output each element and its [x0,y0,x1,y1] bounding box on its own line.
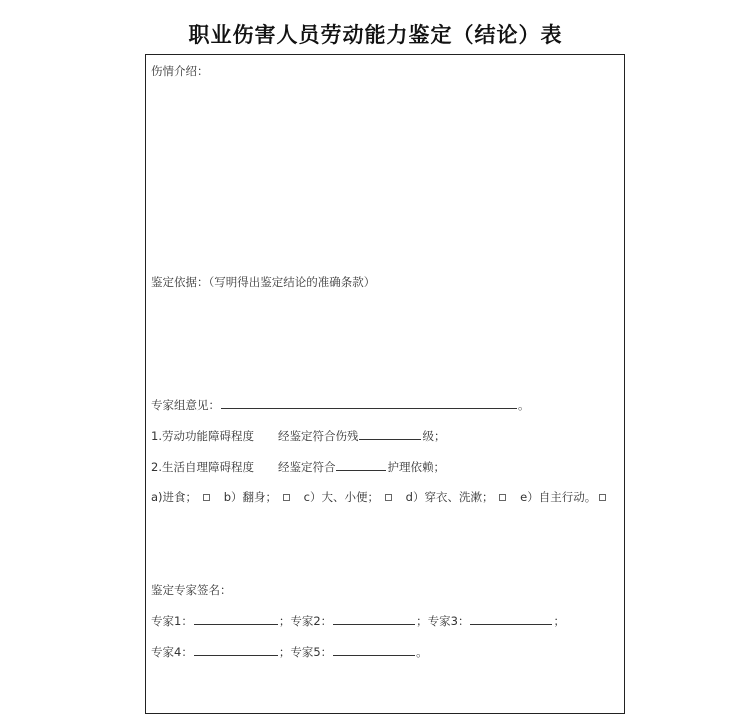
care-items-row [151,489,616,505]
opinion-blank[interactable] [221,396,517,409]
self-care-label: 2.生活自理障碍程度 [151,460,254,474]
sep-1: ； [278,614,291,628]
expert-5-label: 专家5： [290,645,333,659]
checkbox-turning[interactable] [283,494,290,501]
basis-label: 鉴定依据：（写明得出鉴定结论的准确条款） [151,275,376,289]
expert-1-blank[interactable] [194,612,278,625]
self-care-row [151,458,445,475]
signature-label: 鉴定专家签名： [151,583,232,597]
expert-4-label: 专家4： [151,645,193,659]
expert-1-label: 专家1： [151,614,193,628]
expert-3-label: 专家3： [427,614,470,628]
care-dependency-blank[interactable] [336,458,386,471]
disability-grade-blank[interactable] [359,427,421,440]
expert-3-blank[interactable] [470,612,552,625]
signature-end: 。 [416,645,428,659]
grade-suffix: 级； [422,429,446,443]
sep-2: ； [416,614,428,628]
expert-5-blank[interactable] [333,643,415,656]
opinion-end: 。 [518,398,530,412]
care-item-eating: a)进食； [151,490,198,504]
care-item-turning: b）翻身； [223,490,278,504]
sep-4: ； [278,645,291,659]
labor-function-label: 1.劳动功能障碍程度 [151,429,254,443]
checkbox-toileting[interactable] [385,494,392,501]
labor-function-row [151,427,445,444]
checkbox-mobility[interactable] [599,494,606,501]
checkbox-eating[interactable] [203,494,210,501]
sep-3: ； [553,614,565,628]
care-item-dressing: d）穿衣、洗漱； [405,490,494,504]
injury-label: 伤情介绍： [151,64,209,78]
disability-grade-label: 经鉴定符合伤残 [277,429,359,443]
care-item-mobility: e）自主行动。 [520,490,597,504]
care-dependency-label: 经鉴定符合 [277,460,336,474]
checkbox-dressing[interactable] [499,494,506,501]
care-suffix: 护理依赖； [387,460,445,474]
expert-2-blank[interactable] [333,612,415,625]
signature-row-2 [151,643,428,660]
page-title: 职业伤害人员劳动能力鉴定（结论）表 [188,22,563,47]
care-item-toileting: c）大、小便； [303,490,379,504]
opinion-label: 专家组意见： [151,398,220,412]
expert-4-blank[interactable] [194,643,278,656]
signature-row-1 [151,612,565,629]
expert-2-label: 专家2： [290,614,333,628]
opinion-row [151,396,530,413]
